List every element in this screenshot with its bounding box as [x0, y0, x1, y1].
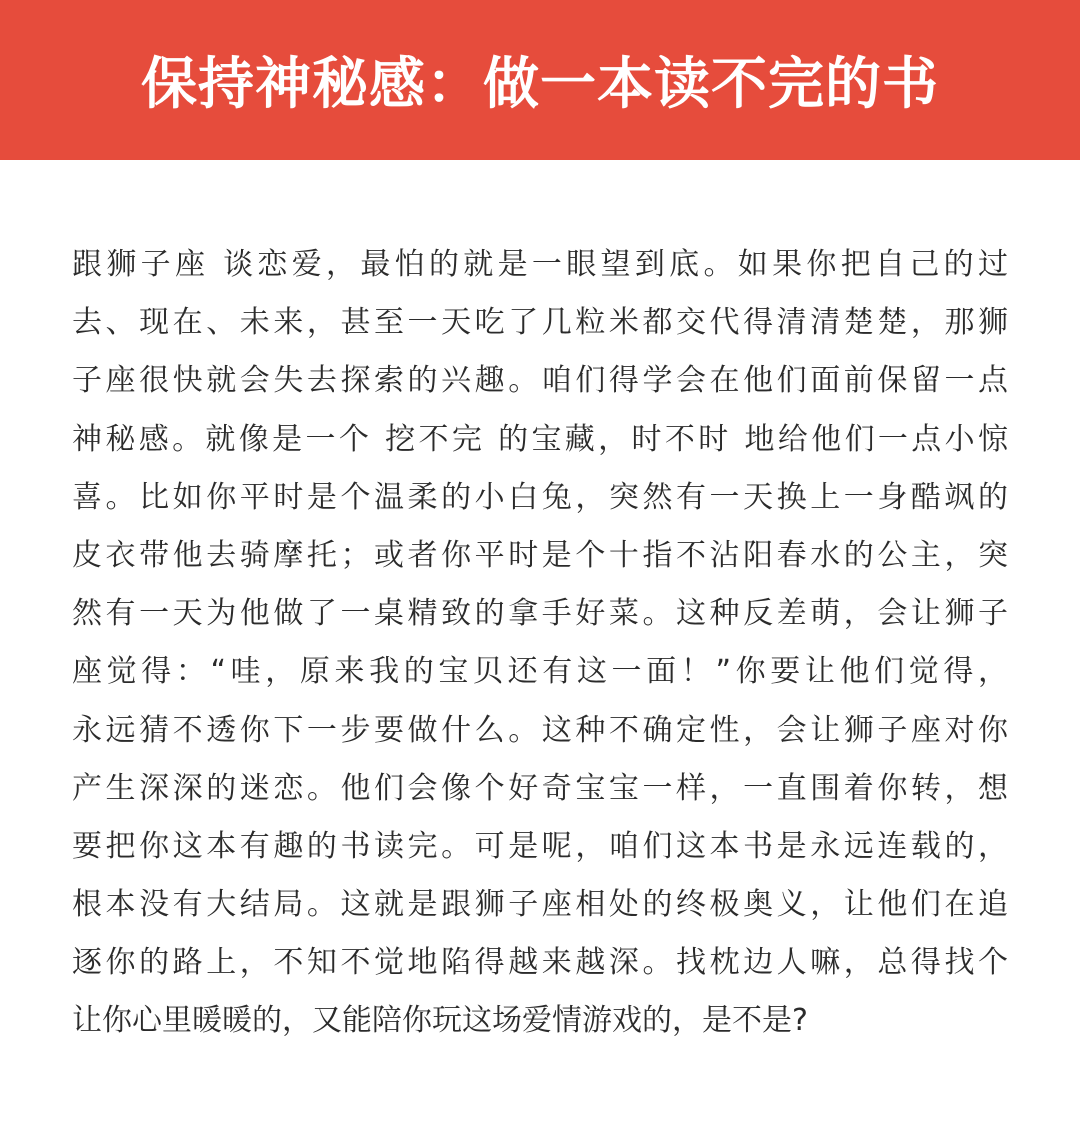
article-line: 跟狮子座 谈恋爱，最怕的就是一眼望到底。如果你把自己的过: [72, 247, 1008, 282]
article-line: 永远猜不透你下一步要做什么。这种不确定性，会让狮子座对你: [72, 712, 1008, 748]
article-line: 逐你的路上，不知不觉地陷得越来越深。找枕边人嘛，总得找个: [72, 945, 1008, 981]
article-line: 去、现在、未来，甚至一天吃了几粒米都交代得清清楚楚，那狮: [72, 305, 1008, 341]
article-line: 让你心里暖暖的，又能陪你玩这场爱情游戏的，是不是?: [72, 1003, 808, 1039]
article-line: 神秘感。就像是一个 挖不完 的宝藏，时不时 地给他们一点小惊: [72, 421, 1008, 457]
article-line: 皮衣带他去骑摩托；或者你平时是个十指不沾阳春水的公主，突: [72, 537, 1008, 573]
article-line: 根本没有大结局。这就是跟狮子座相处的终极奥义，让他们在追: [72, 887, 1008, 923]
page-title: 保持神秘感：做一本读不完的书: [141, 52, 939, 117]
article-body: [72, 236, 1008, 1051]
article-line: 产生深深的迷恋。他们会像个好奇宝宝一样，一直围着你转，想: [72, 770, 1008, 806]
title-banner: [0, 0, 1080, 160]
article-line: 座觉得：“哇，原来我的宝贝还有这一面！”你要让他们觉得，: [72, 654, 1008, 690]
article-line: 子座很快就会失去探索的兴趣。咱们得学会在他们面前保留一点: [72, 363, 1008, 399]
article-line: 然有一天为他做了一桌精致的拿手好菜。这种反差萌，会让狮子: [72, 596, 1008, 632]
article-line: 喜。比如你平时是个温柔的小白兔，突然有一天换上一身酷飒的: [72, 479, 1008, 515]
article-line: 要把你这本有趣的书读完。可是呢，咱们这本书是永远连载的，: [72, 828, 1008, 864]
